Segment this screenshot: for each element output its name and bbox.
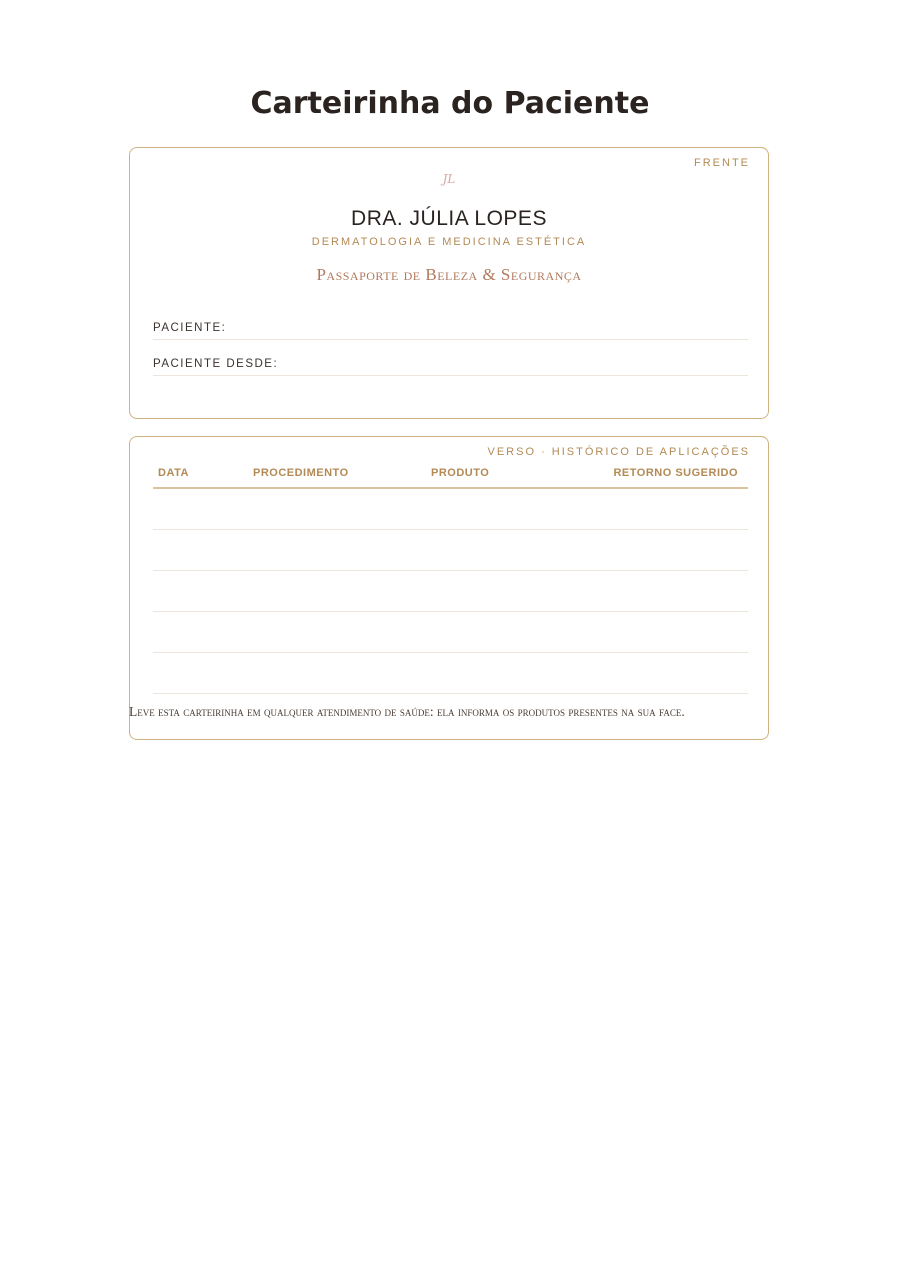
table-cell[interactable] xyxy=(426,530,576,571)
table-cell[interactable] xyxy=(576,530,748,571)
table-cell[interactable] xyxy=(576,571,748,612)
table-cell[interactable] xyxy=(153,653,248,694)
patient-since-field[interactable] xyxy=(153,340,748,376)
table-cell[interactable] xyxy=(426,612,576,653)
table-cell[interactable] xyxy=(153,571,248,612)
table-row xyxy=(153,530,748,571)
table-cell[interactable] xyxy=(248,571,426,612)
patient-label: PACIENTE: xyxy=(153,322,227,334)
table-cell[interactable] xyxy=(426,488,576,530)
table-cell[interactable] xyxy=(576,612,748,653)
column-header-product: PRODUTO xyxy=(426,467,576,488)
table-cell[interactable] xyxy=(426,653,576,694)
passport-title: Passaporte de Beleza & Segurança xyxy=(316,265,582,284)
table-cell[interactable] xyxy=(426,571,576,612)
card-back xyxy=(129,436,769,740)
card-front xyxy=(129,147,769,419)
table-cell[interactable] xyxy=(248,612,426,653)
page-title: Carteirinha do Paciente xyxy=(250,86,650,121)
monogram-logo: JL xyxy=(442,172,456,186)
table-row xyxy=(153,488,748,530)
history-table xyxy=(153,467,748,694)
footnote: Leve esta carteirinha em qualquer atendimento de saúde: ela informa os produtos presentes na sua face. xyxy=(129,704,685,719)
back-side-label: VERSO · HISTÓRICO DE APLICAÇÕES xyxy=(487,446,750,458)
table-row xyxy=(153,571,748,612)
table-cell[interactable] xyxy=(153,530,248,571)
table-cell[interactable] xyxy=(153,488,248,530)
patient-since-label: PACIENTE DESDE: xyxy=(153,358,279,370)
table-cell[interactable] xyxy=(576,488,748,530)
table-row xyxy=(153,612,748,653)
front-side-label: FRENTE xyxy=(694,157,750,169)
column-header-date: DATA xyxy=(153,467,248,488)
table-row xyxy=(153,653,748,694)
specialty: DERMATOLOGIA E MEDICINA ESTÉTICA xyxy=(311,236,587,248)
table-cell[interactable] xyxy=(153,612,248,653)
table-cell[interactable] xyxy=(248,530,426,571)
table-cell[interactable] xyxy=(576,653,748,694)
doctor-name: DRA. JÚLIA LOPES xyxy=(351,207,547,230)
table-header-row xyxy=(153,467,748,488)
column-header-procedure: PROCEDIMENTO xyxy=(248,467,426,488)
table-cell[interactable] xyxy=(248,488,426,530)
column-header-return: RETORNO SUGERIDO xyxy=(576,467,748,488)
table-cell[interactable] xyxy=(248,653,426,694)
patient-field[interactable] xyxy=(153,304,748,340)
